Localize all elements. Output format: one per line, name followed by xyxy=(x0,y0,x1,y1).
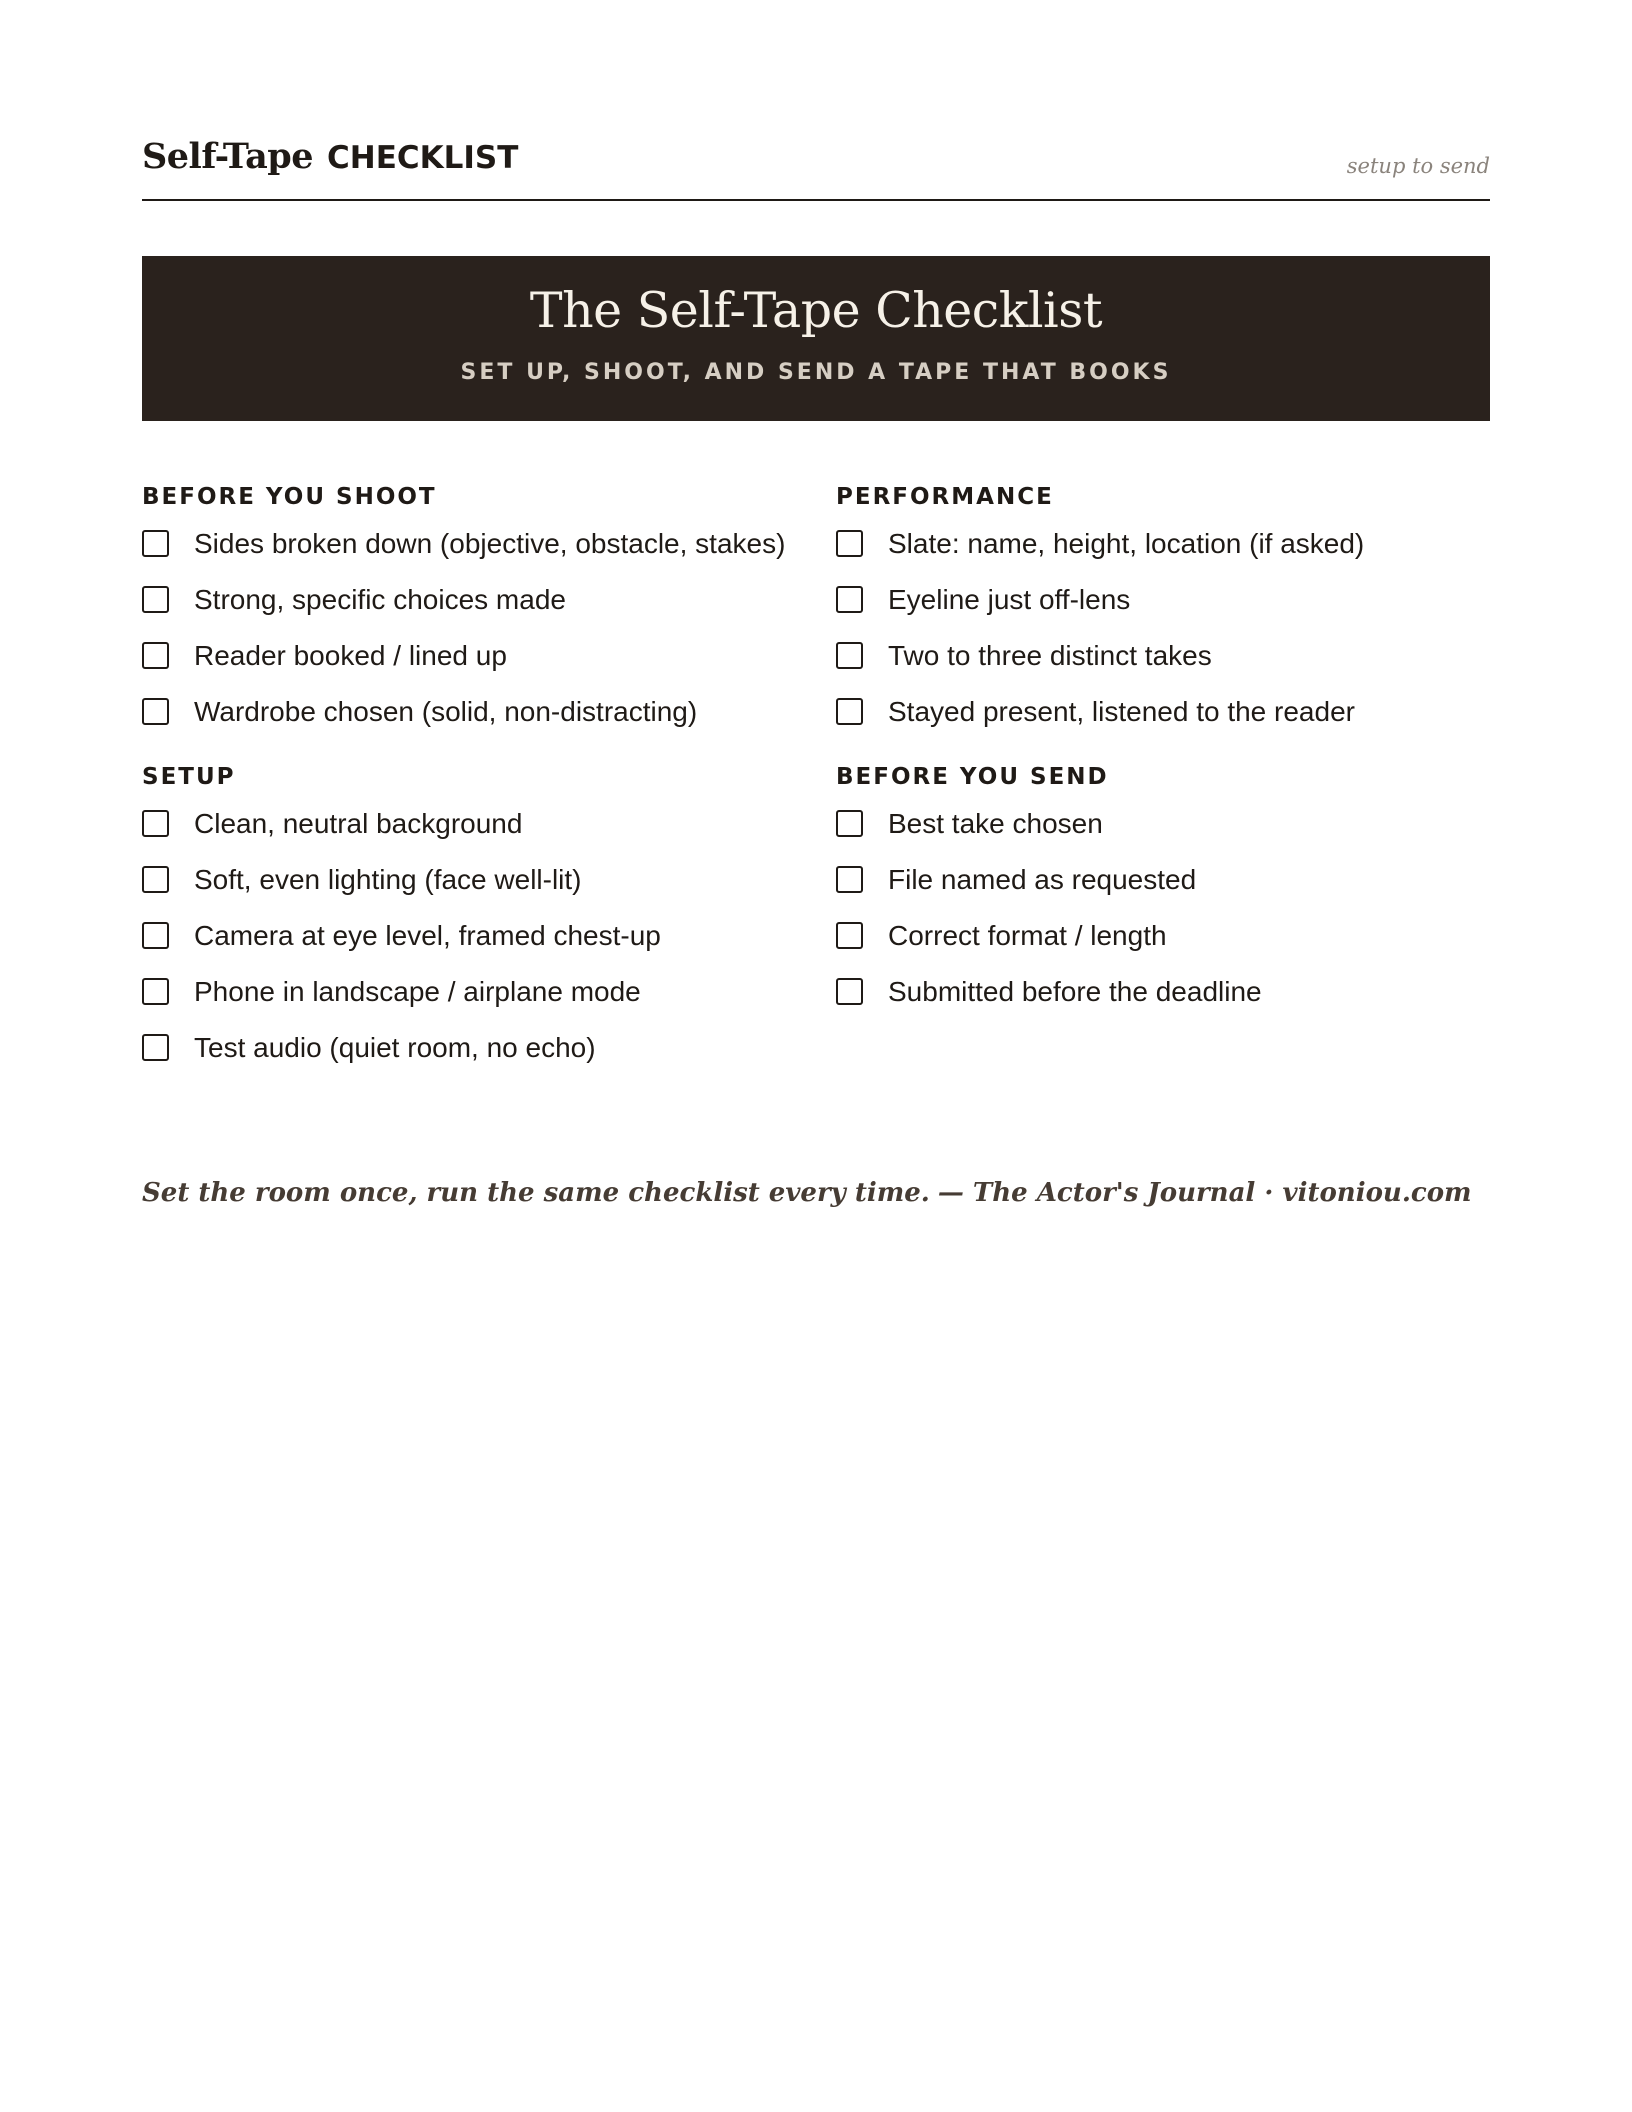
checkbox[interactable] xyxy=(836,586,863,613)
checkbox[interactable] xyxy=(836,866,863,893)
checklist-item-label: Best take chosen xyxy=(888,808,1103,839)
checklist-item-label: Phone in landscape / airplane mode xyxy=(194,976,641,1007)
section-before-you-send xyxy=(836,760,1496,1018)
section-heading: SETUP xyxy=(142,764,236,790)
left-column xyxy=(142,480,802,1086)
checklist-item xyxy=(836,694,1496,738)
section-heading: BEFORE YOU SEND xyxy=(836,764,1109,790)
checklist-item xyxy=(836,918,1496,962)
section-before-you-shoot xyxy=(142,480,802,738)
checkbox[interactable] xyxy=(836,810,863,837)
checkbox[interactable] xyxy=(142,922,169,949)
brand-caps-text: CHECKLIST xyxy=(327,140,519,176)
footer-quote: Set the room once, run the same checklist every time. xyxy=(142,1178,930,1208)
section-heading: PERFORMANCE xyxy=(836,484,1054,510)
checklist-item-label: Stayed present, listened to the reader xyxy=(888,696,1355,727)
checklist-item-label: Clean, neutral background xyxy=(194,808,523,839)
checklist-item-label: Correct format / length xyxy=(888,920,1167,951)
checklist-item-label: Camera at eye level, framed chest-up xyxy=(194,920,661,951)
checkbox[interactable] xyxy=(142,530,169,557)
checklist-item xyxy=(142,862,802,906)
checklist-item-label: Submitted before the deadline xyxy=(888,976,1262,1007)
checklist-item-label: Soft, even lighting (face well-lit) xyxy=(194,864,582,895)
checklist-item xyxy=(836,806,1496,850)
checkbox[interactable] xyxy=(836,530,863,557)
checklist-item-label: Sides broken down (objective, obstacle, stakes) xyxy=(194,528,786,559)
checkbox[interactable] xyxy=(142,698,169,725)
checkbox[interactable] xyxy=(142,810,169,837)
checkbox[interactable] xyxy=(836,978,863,1005)
checklist-item-label: Reader booked / lined up xyxy=(194,640,507,671)
checkbox[interactable] xyxy=(142,1034,169,1061)
checkbox[interactable] xyxy=(142,586,169,613)
section-performance xyxy=(836,480,1496,738)
checklist-item xyxy=(836,974,1496,1018)
checklist-item xyxy=(142,806,802,850)
checkbox[interactable] xyxy=(142,978,169,1005)
checklist-item xyxy=(142,694,802,738)
checkbox[interactable] xyxy=(836,642,863,669)
checkbox[interactable] xyxy=(836,698,863,725)
brand-wordmark xyxy=(142,136,518,177)
checklist-item-label: Two to three distinct takes xyxy=(888,640,1212,671)
checkbox[interactable] xyxy=(142,642,169,669)
checklist-item-label: Eyeline just off-lens xyxy=(888,584,1131,615)
checklist-item xyxy=(836,526,1496,570)
title-banner xyxy=(142,256,1490,421)
brand-serif-text: Self-Tape xyxy=(142,136,313,177)
checklist-item-label: Slate: name, height, location (if asked) xyxy=(888,528,1365,559)
checklist-item xyxy=(142,974,802,1018)
checklist-item xyxy=(142,526,802,570)
checklist-item xyxy=(836,582,1496,626)
section-setup xyxy=(142,760,802,1074)
checkbox[interactable] xyxy=(142,866,169,893)
checklist-item-label: File named as requested xyxy=(888,864,1197,895)
page-header xyxy=(142,136,1490,201)
checklist-item-label: Test audio (quiet room, no echo) xyxy=(194,1032,596,1063)
checklist-item-label: Strong, specific choices made xyxy=(194,584,566,615)
checklist-item-label: Wardrobe chosen (solid, non-distracting) xyxy=(194,696,698,727)
checklist-item xyxy=(142,1030,802,1074)
page-subtitle: SET UP, SHOOT, AND SEND A TAPE THAT BOOKS xyxy=(460,360,1172,385)
footer-credit: — The Actor's Journal · vitoniou.com xyxy=(937,1178,1472,1208)
checklist-item xyxy=(142,918,802,962)
checkbox[interactable] xyxy=(836,922,863,949)
checklist-item xyxy=(836,862,1496,906)
page-title: The Self-Tape Checklist xyxy=(529,282,1103,339)
checklist-item xyxy=(836,638,1496,682)
section-heading: BEFORE YOU SHOOT xyxy=(142,484,437,510)
checklist-item xyxy=(142,638,802,682)
footer-quote-line xyxy=(142,1178,1490,1208)
checklist-item xyxy=(142,582,802,626)
header-tagline: setup to send xyxy=(1346,154,1490,178)
right-column xyxy=(836,480,1496,1030)
